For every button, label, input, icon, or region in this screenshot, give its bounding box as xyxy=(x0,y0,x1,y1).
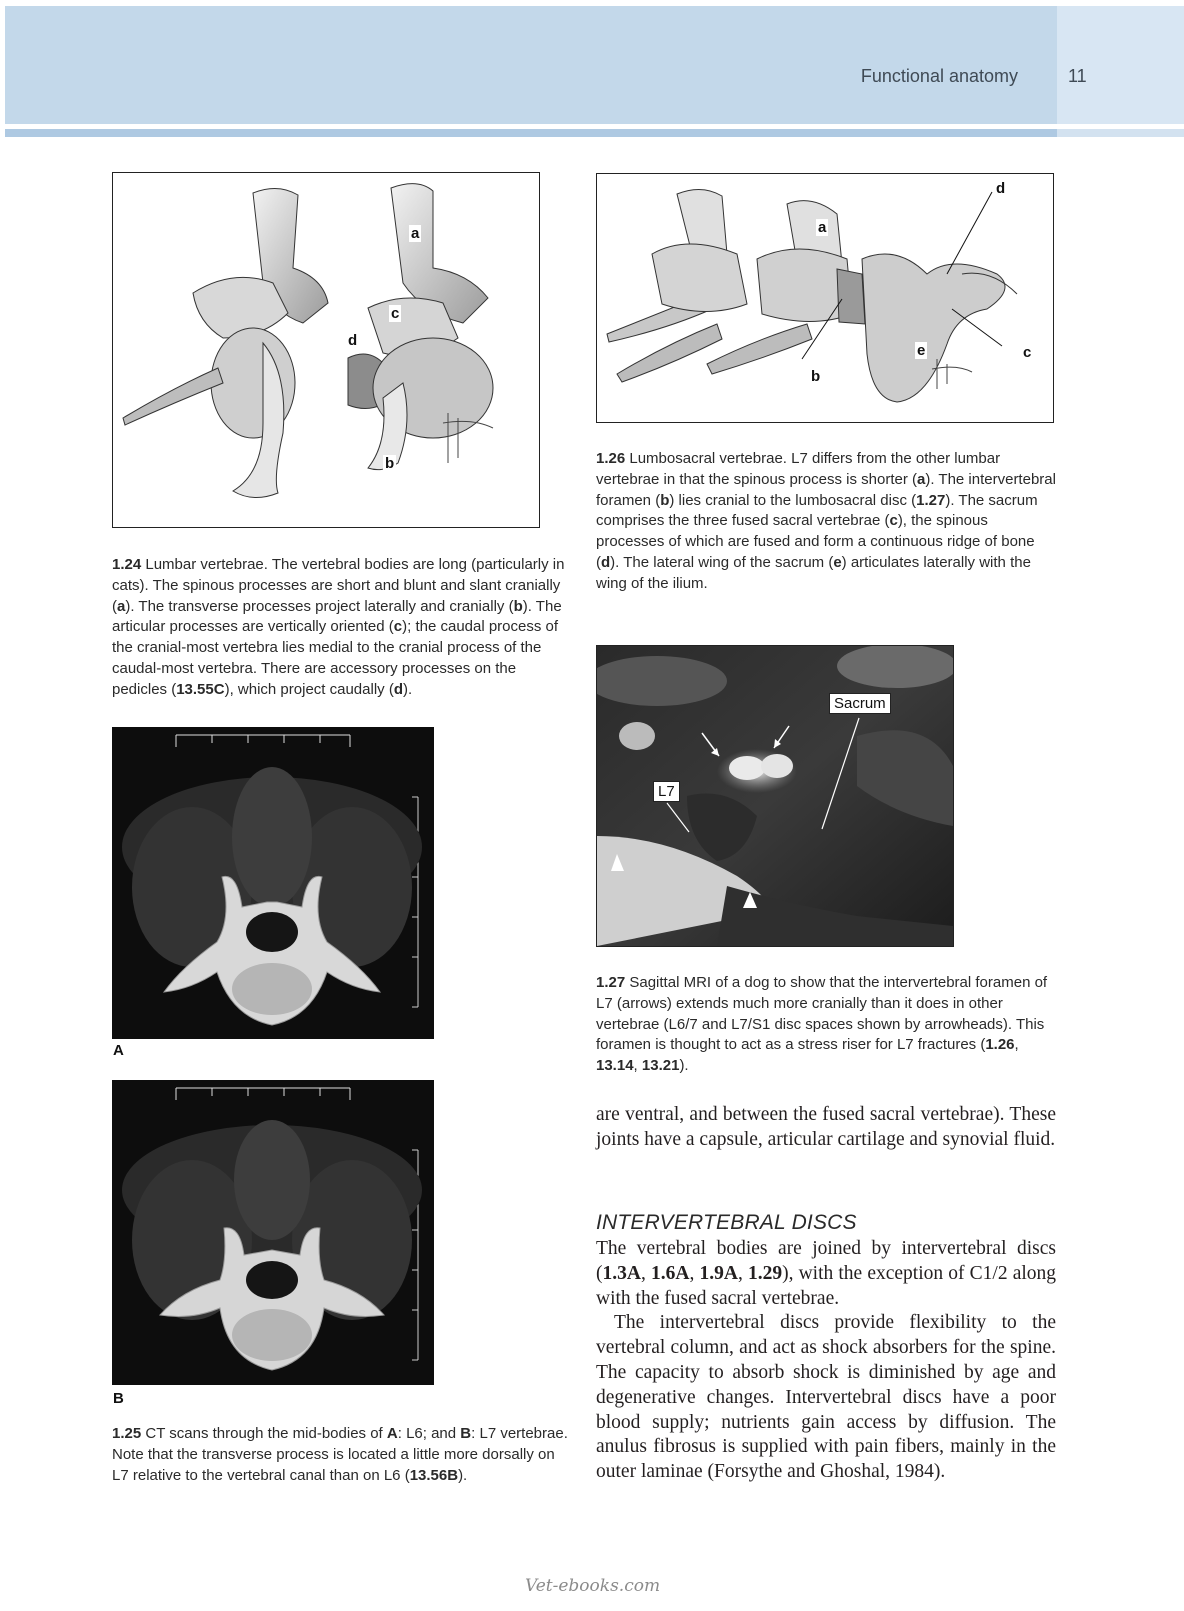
caption-figure-ref: 13.21 xyxy=(641,1057,680,1075)
paragraph-text: ), with the exception of C1/2 along with the fused sacral vertebrae. xyxy=(596,1262,1057,1309)
caption-ref-letter: c xyxy=(889,512,898,530)
caption-text: ). The transverse processes project laterally and cranially ( xyxy=(125,597,514,615)
caption-ref-letter: a xyxy=(917,470,926,488)
caption-text: ). The lateral wing of the sacrum ( xyxy=(610,553,834,571)
label-b: b xyxy=(811,368,821,385)
caption-figure-ref: 13.56B xyxy=(409,1466,459,1484)
header-band-right xyxy=(1057,6,1184,124)
caption-ref-letter: d xyxy=(393,680,403,698)
body-continuation xyxy=(596,1103,1056,1153)
caption-ref-letter: e xyxy=(833,553,842,571)
caption-figure-ref: 1.26 xyxy=(985,1036,1015,1054)
figure-number: 1.24 xyxy=(112,556,142,573)
caption-text: ), the spinous processes of which are fused and form a continuous ridge of bone ( xyxy=(596,512,1035,571)
lumbosacral-vertebrae-drawing xyxy=(597,174,1053,422)
ct-scan-l7 xyxy=(112,1080,434,1385)
header-band xyxy=(5,6,1057,124)
figure-ref: 1.6A xyxy=(650,1262,690,1284)
running-title: Functional anatomy xyxy=(860,66,1018,86)
label-d: d xyxy=(348,332,358,349)
caption-text: ). The articular processes are vertically oriented ( xyxy=(112,597,562,636)
caption-text: ). The sacrum comprises the three fused sacral vertebrae ( xyxy=(596,491,1038,530)
caption-ref-letter: b xyxy=(660,491,670,509)
caption-text: Lumbar vertebrae. The vertebral bodies are long (particularly in cats). The spinous processes are short and blunt and slant cranially ( xyxy=(112,556,565,615)
label-e: e xyxy=(917,342,926,359)
caption-figure-ref: 13.55C xyxy=(176,680,225,698)
figure-ref: 1.3A xyxy=(602,1262,641,1284)
continuation-paragraph: are ventral, and between the fused sacral vertebrae). These joints have a capsule, articular cartilage and synovial fluid. xyxy=(596,1104,1056,1150)
caption-text: : L7 vertebrae. Note that the transverse process is located a little more dorsally on L7 relative to the vertebral canal than on L6 ( xyxy=(112,1425,568,1484)
section-heading: INTERVERTEBRAL DISCS xyxy=(596,1211,857,1234)
page-number: 11 xyxy=(1068,66,1087,86)
header-rule xyxy=(5,129,1057,137)
caption-text: , xyxy=(1014,1036,1019,1054)
footer-watermark: Vet-ebooks.com xyxy=(525,1576,661,1596)
caption-1-24 xyxy=(112,555,574,701)
figure-number: 1.26 xyxy=(596,450,626,467)
ct-scan-l6 xyxy=(112,727,434,1039)
label-l7: L7 xyxy=(653,781,680,802)
caption-ref-letter: c xyxy=(393,618,403,636)
figure-1-24-illustration xyxy=(112,172,540,528)
caption-text: CT scans through the mid-bodies of xyxy=(141,1425,387,1442)
header-rule-right xyxy=(1057,129,1184,137)
figure-number: 1.25 xyxy=(112,1425,142,1442)
panel-label-b: B xyxy=(113,1390,124,1407)
figure-1-25a-ct xyxy=(112,727,434,1039)
lumbar-vertebrae-drawing xyxy=(113,173,539,527)
paragraph-2: The intervertebral discs provide flexibility to the vertebral column, and act as shock absorbers for the spine. The capacity to absorb shock is diminished by age and degenerative changes. Intervertebral discs have a poor blood supply; nutrients gain access by diffusion. The anulus fibrosus is supplied with pain fibers, mainly in the outer laminae (Forsythe and Ghoshal, 1984). xyxy=(596,1312,1056,1483)
label-c: c xyxy=(1023,344,1032,361)
figure-1-27-mri xyxy=(596,645,954,947)
paragraph-text: , xyxy=(737,1262,748,1284)
caption-1-27 xyxy=(596,973,1058,1077)
caption-1-25 xyxy=(112,1424,574,1486)
caption-text: ), which project caudally ( xyxy=(224,680,394,698)
caption-text: Lumbosacral vertebrae. L7 differs from the other lumbar vertebrae in that the spinous process is shorter ( xyxy=(596,450,1001,488)
caption-ref-letter: B xyxy=(460,1425,472,1442)
caption-figure-ref: 13.14 xyxy=(596,1057,634,1075)
caption-figure-ref: 1.27 xyxy=(916,491,946,509)
caption-text: ). xyxy=(402,680,413,698)
body-section xyxy=(596,1237,1056,1485)
caption-text: Sagittal MRI of a dog to show that the intervertebral foramen of L7 (arrows) extends much more cranially than it does in other vertebrae (L6/7 and L7/S1 disc spaces shown by arrowheads). This foramen is thought to act as a stress riser for L7 fractures ( xyxy=(596,974,1048,1054)
paragraph-text: , xyxy=(689,1262,700,1284)
caption-1-26 xyxy=(596,449,1056,595)
figure-ref: 1.9A xyxy=(699,1262,738,1284)
caption-text: ). xyxy=(458,1466,468,1484)
figure-ref: 1.29 xyxy=(747,1262,783,1284)
paragraph-text: , xyxy=(640,1262,651,1284)
label-c: c xyxy=(391,305,400,322)
paragraph-1 xyxy=(596,1237,1056,1311)
caption-text: ). The intervertebral foramen ( xyxy=(596,470,1056,509)
label-a: a xyxy=(411,225,420,242)
label-a: a xyxy=(818,219,827,236)
sagittal-mri-image xyxy=(597,646,953,946)
panel-label-a: A xyxy=(113,1042,124,1059)
figure-number: 1.27 xyxy=(596,974,626,991)
caption-text: , xyxy=(633,1057,642,1075)
figure-1-25b-ct xyxy=(112,1080,434,1385)
label-sacrum: Sacrum xyxy=(829,693,891,714)
caption-text: : L6; and xyxy=(397,1425,461,1442)
caption-ref-letter: A xyxy=(386,1425,398,1442)
caption-text: ) articulates laterally with the wing of the ilium. xyxy=(596,553,1031,592)
label-b: b xyxy=(385,455,395,472)
caption-ref-letter: d xyxy=(601,553,611,571)
label-d: d xyxy=(996,180,1006,197)
caption-ref-letter: a xyxy=(117,597,126,615)
caption-text: ) lies cranial to the lumbosacral disc ( xyxy=(669,491,917,509)
caption-text: ); the caudal process of the cranial-most vertebra lies medial to the cranial process of the caudal-most vertebra. There are accessory processes on the pedicles ( xyxy=(112,618,559,698)
caption-ref-letter: b xyxy=(513,597,523,615)
figure-1-26-illustration xyxy=(596,173,1054,423)
caption-text: ). xyxy=(679,1057,689,1075)
paragraph-text: The vertebral bodies are joined by intervertebral discs ( xyxy=(596,1238,1056,1284)
